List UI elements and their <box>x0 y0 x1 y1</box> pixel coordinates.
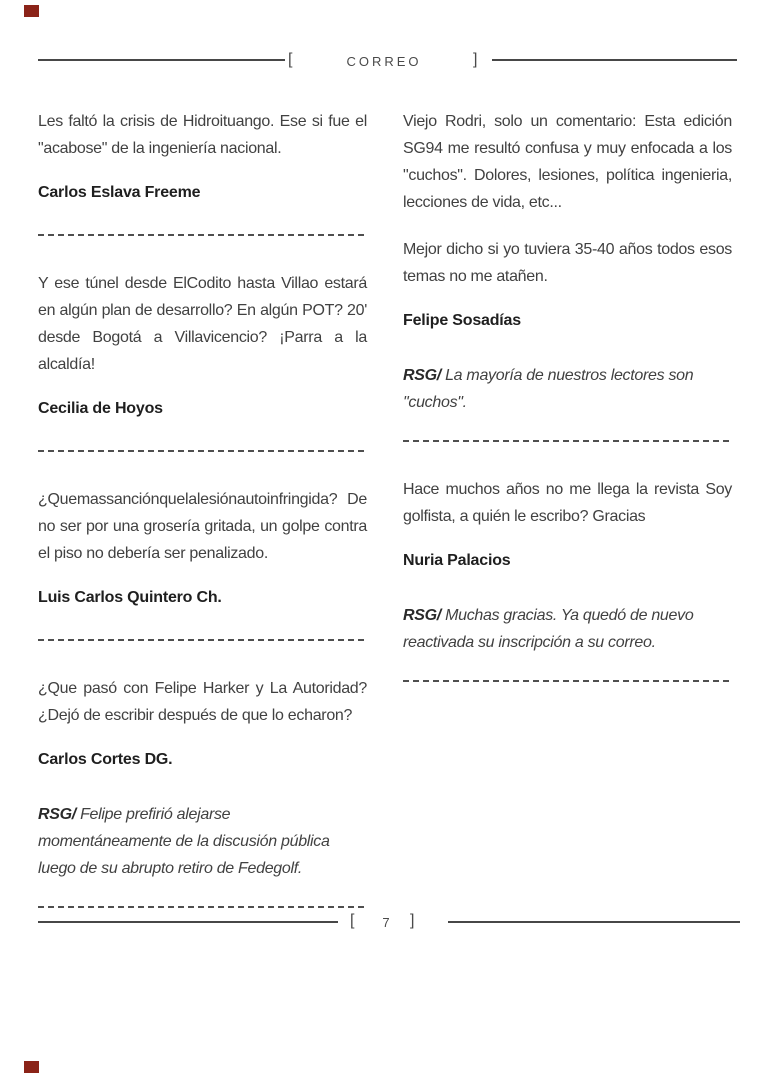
header-rule-left <box>38 59 285 61</box>
letter-text: Mejor dicho si yo tuviera 35-40 años todos esos temas no me atañen. <box>403 241 732 285</box>
footer-rule-right <box>448 921 740 923</box>
letter-author: Carlos Cortes DG. <box>38 751 173 768</box>
editor-reply-prefix: RSG/ <box>403 367 441 384</box>
editor-reply-text: Muchas gracias. Ya quedó de nuevo reactivada su inscripción a su correo. <box>403 607 694 651</box>
letter-text: ¿Que pasó con Felipe Harker y La Autoridad? ¿Dejó de escribir después de que lo echaron? <box>38 680 367 724</box>
header-bracket-close: ] <box>473 51 478 68</box>
corner-mark-top-left <box>24 5 39 17</box>
dashed-divider <box>403 440 732 442</box>
letter-author: Carlos Eslava Freeme <box>38 184 201 201</box>
letter-author: Felipe Sosadías <box>403 312 521 329</box>
editor-reply <box>38 801 367 882</box>
footer-bracket-open: [ <box>350 912 355 929</box>
dashed-divider <box>403 680 732 682</box>
page-title: CORREO <box>346 54 422 69</box>
editor-reply-text: Felipe prefirió alejarse momentáneamente de la discusión pública luego de su abrupto retiro de Fedegolf. <box>38 806 330 877</box>
editor-reply-prefix: RSG/ <box>38 806 76 823</box>
dashed-divider <box>38 639 367 641</box>
editor-reply <box>403 602 732 656</box>
editor-reply-prefix: RSG/ <box>403 607 441 624</box>
letter-text: ¿Quemassanciónquelalesiónautoinfringida? De no ser por una grosería gritada, un golpe contra el piso no debería ser penalizado. <box>38 491 367 562</box>
editor-reply-text: La mayoría de nuestros lectores son "cuchos". <box>403 367 694 411</box>
footer-rule-left <box>38 921 338 923</box>
letter-author: Cecilia de Hoyos <box>38 400 163 417</box>
corner-mark-bottom-left <box>24 1061 39 1073</box>
letter-text: Y ese túnel desde ElCodito hasta Villao estará en algún plan de desarrollo? En algún POT? 20' desde Bogotá a Villavicencio? ¡Parra a la alcaldía! <box>38 275 367 373</box>
dashed-divider <box>38 906 367 908</box>
letter-author: Nuria Palacios <box>403 552 511 569</box>
editor-reply <box>403 362 732 416</box>
letter-text: Hace muchos años no me llega la revista Soy golfista, a quién le escribo? Gracias <box>403 481 732 525</box>
dashed-divider <box>38 234 367 236</box>
dashed-divider <box>38 450 367 452</box>
letter-text: Viejo Rodri, solo un comentario: Esta edición SG94 me resultó confusa y muy enfocada a los "cuchos". Dolores, lesiones, política ingenieria, lecciones de vida, etc... <box>403 113 732 211</box>
letter-text: Les faltó la crisis de Hidroituango. Ese si fue el "acabose" de la ingeniería nacional. <box>38 113 367 157</box>
header-rule-right <box>492 59 737 61</box>
column-left <box>38 108 367 942</box>
page-number: 7 <box>382 915 390 930</box>
header-bracket-open: [ <box>288 51 293 68</box>
footer-bracket-close: ] <box>410 912 415 929</box>
letter-author: Luis Carlos Quintero Ch. <box>38 589 222 606</box>
column-right <box>403 108 732 942</box>
letters-columns <box>38 108 732 942</box>
